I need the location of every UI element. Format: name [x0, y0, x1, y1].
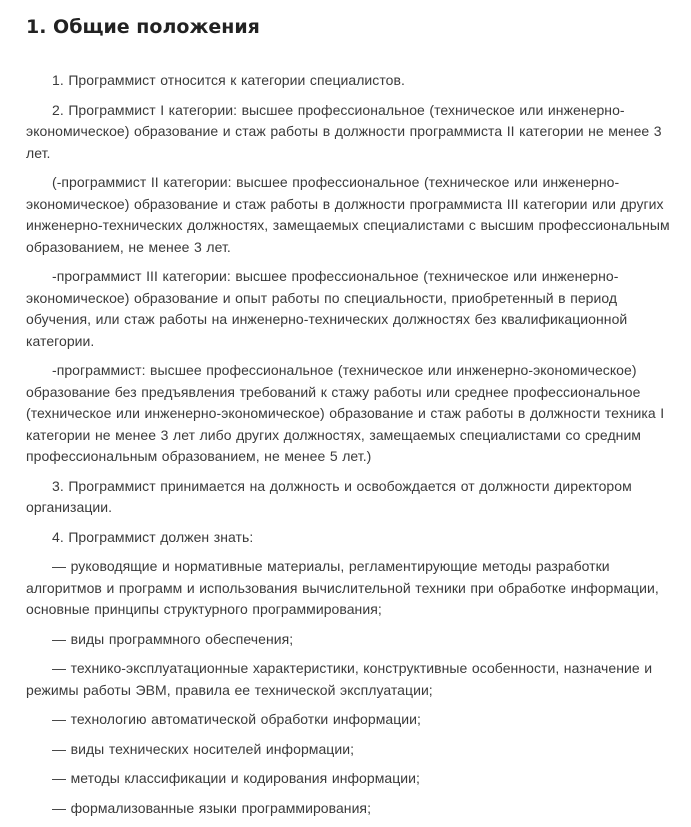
list-item-normative-materials: — руководящие и нормативные материалы, регламентирующие методы разработки алгоритмов и программ и использования вычислительной техники при обработке информации, основные принципы структурного программирования;: [26, 558, 659, 617]
list-item-classification-methods: — методы классификации и кодирования информации;: [52, 770, 420, 786]
paragraph-category-3-requirements: -программист III категории: высшее профессиональное (техническое или инженерно-экономическое) образование и опыт работы по специальности, приобретенный в период обучения, или стаж работы на инженерно-технических должностях без квалификационной категории.: [26, 268, 628, 349]
paragraph-category-1-requirements: 2. Программист I категории: высшее профессиональное (техническое или инженерно-экономическое) образование и стаж работы в должности программиста II категории не менее 3 лет.: [26, 101, 662, 161]
list-item-storage-media: — виды технических носителей информации;: [52, 740, 355, 757]
paragraph-category-2-requirements: (-программист II категории: высшее профессиональное (техническое или инженерно-экономическое) образование и стаж работы в должности программиста III категории или других инженерно-технических должностях, замещаемых специалистами с высшим профессиональным образованием, не менее 3 лет.: [26, 174, 670, 255]
list-item-programming-languages: — формализованные языки программирования;: [52, 799, 372, 816]
section-heading: 1. Общие положения: [26, 16, 260, 38]
paragraph-hiring: 3. Программист принимается на должность и освобождается от должности директором организации.: [26, 477, 632, 515]
paragraph-programmer-requirements: -программист: высшее профессиональное (техническое или инженерно-экономическое) образование без предъявления требований к стажу работы или среднее профессиональное (техническое или инженерно-экономическое) образование и стаж работы в должности техника I категории не менее 3 лет либо других должностях, замещаемых специалистами со средним профессиональным образованием, не менее 5 лет.): [26, 362, 665, 464]
list-item-software-types: — виды программного обеспечения;: [52, 630, 294, 647]
paragraph-must-know: 4. Программист должен знать:: [52, 528, 254, 545]
list-item-computer-characteristics: — технико-эксплуатационные характеристики, конструктивные особенности, назначение и режимы работы ЭВМ, правила ее технической эксплуатации;: [26, 660, 653, 698]
list-item-automatic-processing: — технологию автоматической обработки информации;: [52, 711, 421, 727]
paragraph-category-membership: 1. Программист относится к категории специалистов.: [52, 72, 405, 88]
